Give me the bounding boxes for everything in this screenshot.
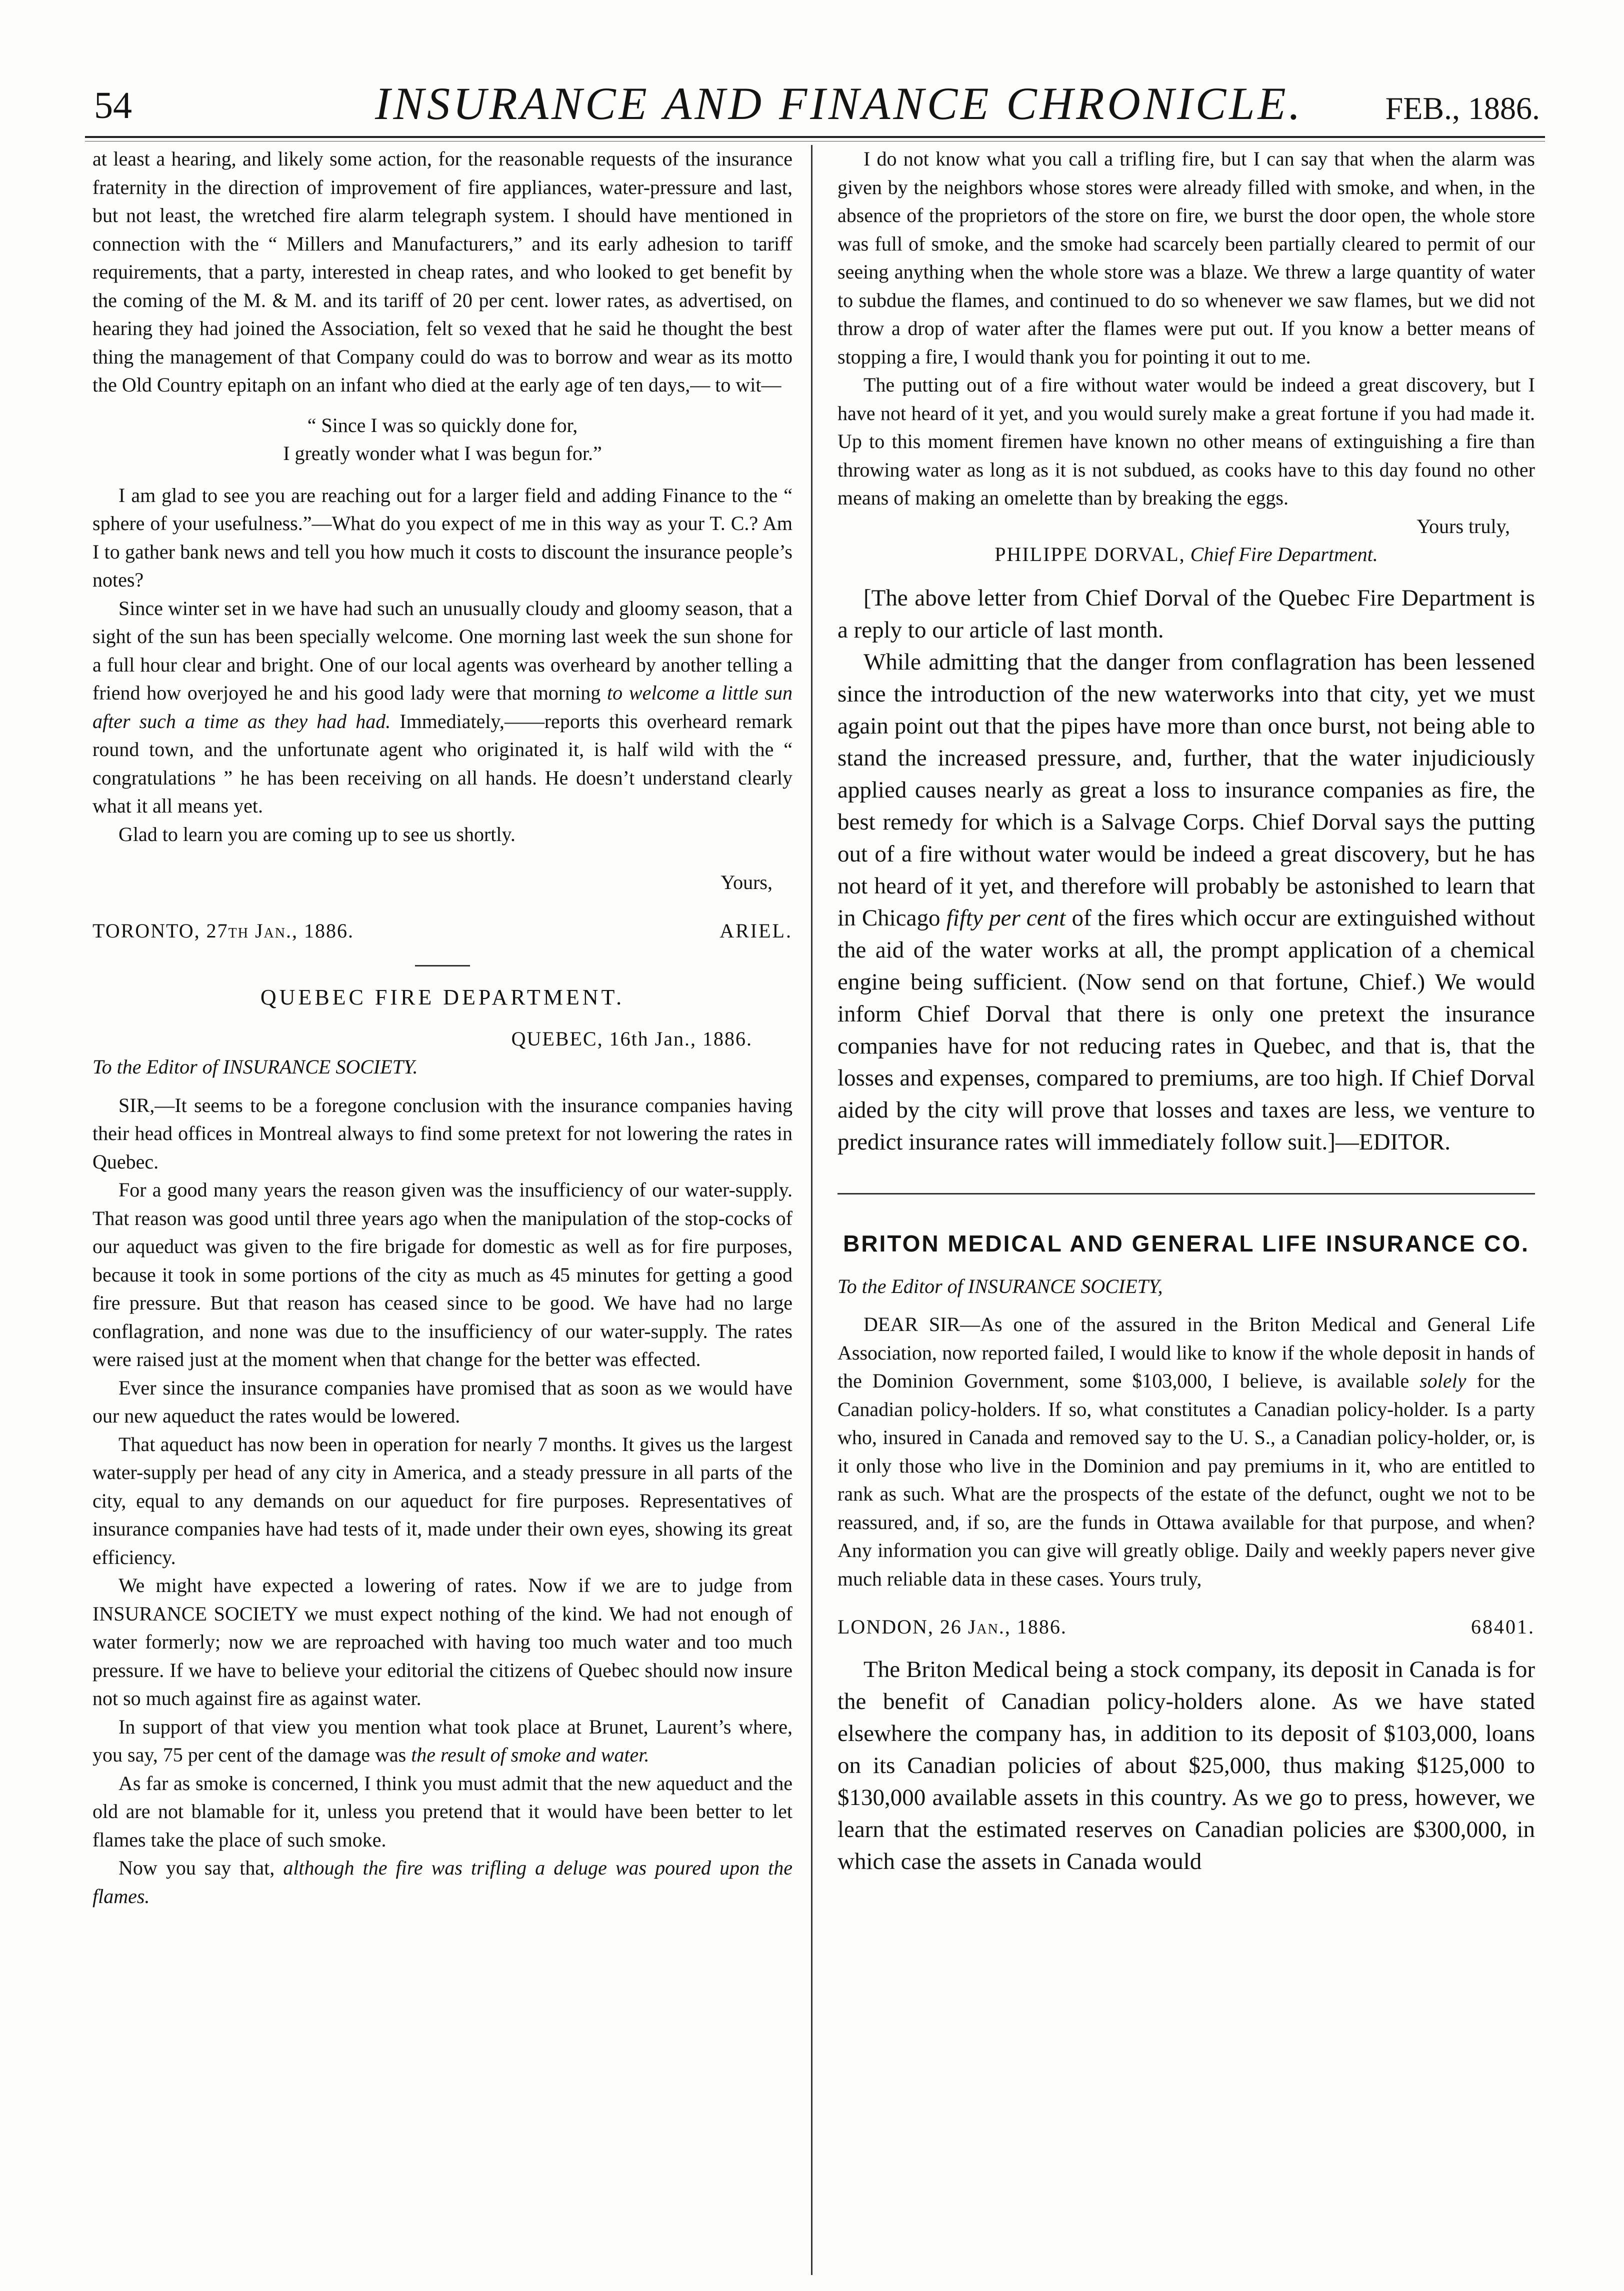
italic-span: although the fire was trifling a deluge was poured upon the flames.: [92, 1856, 792, 1908]
dateline: LONDON, 26 Jan., 1886.: [838, 1616, 1067, 1638]
text-span: Now you say that,: [118, 1856, 275, 1879]
quebec-paragraph: Ever since the insurance companies have promised that as soon as we would have our new aqueduct the rates would be lowered.: [92, 1376, 792, 1427]
verse-line: I greatly wonder what I was begun for.”: [283, 442, 602, 464]
editor-note-paragraph: [The above letter from Chief Dorval of the Quebec Fire Department is a reply to our article of last month.: [838, 584, 1535, 643]
salutation: To the Editor of INSURANCE SOCIETY.: [92, 1056, 418, 1078]
text-span: Immediately,——reports this overheard remark round town, and the unfortunate agent who originated it, is half wild with the “ congratulations ” he has been receiving on all hands. He doesn’t understand clearly what it all means yet.: [92, 710, 792, 817]
quebec-paragraph: I do not know what you call a trifling fire, but I can say that when the alarm was given by the neighbors whose stores were already filled with smoke, and when, in the absence of the proprietors of the store on fire, we burst the door open, the whole store was full of smoke, and the smoke had scarcely been partially cleared to permit of our seeing anything when the whole store was a blaze. We threw a large quantity of water to subdue the flames, and continued to do so whenever we saw flames, but we did not throw a drop of water after the flames were put out. If you know a better means of stopping a fire, I would thank you for pointing it out to me.: [838, 148, 1535, 368]
signature: [838, 540, 1535, 569]
letter-closing: Yours truly,: [1416, 514, 1510, 538]
briton-signoff: [838, 1613, 1535, 1642]
italic-span: the result of smoke and water.: [411, 1744, 650, 1766]
header-rule: [85, 136, 1545, 142]
editor-note-paragraph: [838, 646, 1535, 1158]
italic-span: solely: [1420, 1370, 1466, 1392]
ariel-paragraph: [92, 594, 792, 820]
signature: ARIEL.: [720, 919, 792, 942]
section-heading: QUEBEC FIRE DEPARTMENT.: [260, 985, 625, 1010]
italic-span: to welcome a little sun after such a time as they had had.: [92, 682, 792, 732]
section-divider: [838, 1193, 1535, 1194]
ariel-signoff: [92, 917, 792, 946]
text-span: While admitting that the danger from conflagration has been lessened since the introduction of the new waterworks into that city, yet we must again point out that the pipes have more than once burst, not being able to stand the increased pressure, and, further, that the water injudiciously applied causes nearly as great a loss to insurance companies as fire, the best remedy for which is a Salvage Corps. Chief Dorval says the putting out of a fire without water would be indeed a great discovery, but he has not heard of it yet, and therefore will probably be astonished to learn that in Chicago: [838, 648, 1535, 931]
ariel-paragraph: I am glad to see you are reaching out for a larger field and adding Finance to the “ sphere of your usefulness.”—What do you expect of me in this way as your T. C.? Am I to gather bank news and tell you how much it costs to discount the insurance people’s notes?: [92, 484, 792, 591]
dateline: QUEBEC, 16th Jan., 1886.: [511, 1027, 752, 1050]
text-span: In support of that view you mention what took place at Brunet, Laurent’s where, you say, 75 per cent of the damage was: [92, 1715, 792, 1766]
section-divider: [415, 965, 470, 966]
briton-paragraph: [838, 1310, 1535, 1593]
italic-span: fifty per cent: [946, 904, 1066, 931]
quebec-paragraph: The putting out of a fire without water would be indeed a great discovery, but I have not heard of it yet, and you would surely make a great fortune if you had made it. Up to this moment firemen have known no other means of extinguishing a fire than throwing water as long as it is not subdued, as cooks have to this day found no other means of making an omelette than by breaking the eggs.: [838, 374, 1535, 509]
quebec-paragraph: As far as smoke is concerned, I think you must admit that the new aqueduct and the old are not blamable for it, unless you pretend that it would have been better to let flames take the place of such smoke.: [92, 1772, 792, 1851]
quebec-paragraph: We might have expected a lowering of rates. Now if we are to judge from INSURANCE SOCIETY we must expect nothing of the kind. We had not enough of water formerly; now we are reproached with having too much water and too much pressure. If we have to believe your editorial the citizens of Quebec should now insure not so much against fire as against water.: [92, 1574, 792, 1710]
briton-conclusion: The Briton Medical being a stock company, its deposit in Canada is for the benefit of Canadian policy-holders alone. As we have stated elsewhere the company has, in addition to its deposit of $103,000, loans on its Canadian policies of about $25,000, thus making $125,000 to $130,000 available assets in this country. As we go to press, however, we learn that the estimated reserves on Canadian policies are $300,000, in which case the assets in Canada would: [838, 1656, 1535, 1874]
text-span: DEAR SIR—As one of the assured in the Briton Medical and General Life Association, now reported failed, I would like to know if the whole deposit in hands of the Dominion Government, some $103,000, I believe, is available: [838, 1313, 1535, 1392]
signature-name: PHILIPPE DORVAL,: [994, 543, 1186, 566]
running-head: [85, 75, 1545, 140]
epitaph-verse: [92, 412, 792, 468]
letter-closing: Yours,: [720, 871, 772, 894]
dateline: TORONTO, 27th Jan., 1886.: [92, 919, 354, 942]
quebec-paragraph: [92, 1713, 792, 1770]
section-heading: BRITON MEDICAL AND GENERAL LIFE INSURANCE CO.: [843, 1230, 1530, 1256]
salutation: To the Editor of INSURANCE SOCIETY,: [838, 1274, 1163, 1298]
page-number: 54: [94, 84, 132, 126]
signature-title: Chief Fire Department.: [1190, 543, 1378, 566]
column-divider: [811, 145, 812, 2275]
text-span: Since winter set in we have had such an unusually cloudy and gloomy season, that a sight of the sun has been specially welcome. One morning last week the sun shone for a full hour clear and bright. One of our local agents was overheard by another telling a friend how overjoyed he and his good lady were that morning: [92, 596, 792, 704]
right-column: [838, 145, 1535, 1878]
signature: 68401.: [1471, 1616, 1535, 1638]
left-column: [92, 145, 792, 1910]
text-span: of the fires which occur are extinguished without the aid of the water works at all, the prompt application of a chemical engine being sufficient. (Now send on that fortune, Chief.) We would inform Chief Dorval that there is only one pretext the insurance companies have for not reducing rates in Quebec, and that is, that the losses and expenses, compared to premiums, are too high. If Chief Dorval aided by the city will prove that losses and taxes are less, we venture to predict insurance rates will immediately follow suit.]—EDITOR.: [838, 904, 1536, 1155]
text-span: for the Canadian policy-holders. If so, what constitutes a Canadian policy-holder. Is a party who, insured in Canada and removed say to the U. S., a Canadian policy-holder, or, is it only those who live in the Dominion and pay premiums in it, who are entitled to rank as such. What are the prospects of the estate of the defunct, ought we not to be reassured, and, if so, are the funds in Ottawa available for that purpose, and when? Any information you can give will greatly oblige. Daily and weekly papers never give much reliable data in these cases. Yours truly,: [838, 1370, 1536, 1590]
verse-line: “ Since I was so quickly done for,: [307, 414, 578, 436]
ariel-opening-paragraph: at least a hearing, and likely some action, for the reasonable requests of the insurance fraternity in the direction of improvement of fire appliances, water-pressure and last, but not least, the wretched fire alarm telegraph system. I should have mentioned in connection with the “ Millers and Manufacturers,” and its early adhesion to tariff requirements, that a party, interested in cheap rates, and who looked to get benefit by the coming of the M. & M. and its tariff of 20 per cent. lower rates, as advertised, on hearing they had joined the Association, felt so vexed that he said he thought the best thing the management of that Company could do was to borrow and wear as its motto the Old Country epitaph on an infant who died at the early age of ten days,— to wit—: [92, 148, 792, 396]
quebec-paragraph: SIR,—It seems to be a foregone conclusion with the insurance companies having their head offices in Montreal always to find some pretext for not lowering the rates in Quebec.: [92, 1094, 792, 1173]
spacer: [838, 1642, 1535, 1654]
quebec-paragraph: That aqueduct has now been in operation for nearly 7 months. It gives us the largest water-supply per head of any city in America, and a steady pressure in all parts of the city, equal to any demands on our aqueduct for fire purposes. Representatives of insurance companies have had tests of it, made under their own eyes, showing its great efficiency.: [92, 1432, 792, 1568]
quebec-paragraph: For a good many years the reason given was the insufficiency of our water-supply. That reason was good until three years ago when the manipulation of the stop-cocks of our aqueduct was given to the fire brigade for domestic as well as for fire purposes, because it took in some portions of the city as much as 45 minutes for getting a good fire pressure. But that reason has ceased since to be good. We have had no large conflagration, and none was due to the insufficiency of our water-supply. The rates were raised just at the moment when that change for the better was effected.: [92, 1178, 792, 1370]
quebec-paragraph: [92, 1854, 792, 1910]
issue-date: FEB., 1886.: [1385, 90, 1540, 126]
journal-title: INSURANCE AND FINANCE CHRONICLE.: [375, 78, 1304, 129]
ariel-paragraph: Glad to learn you are coming up to see us shortly.: [118, 822, 516, 846]
